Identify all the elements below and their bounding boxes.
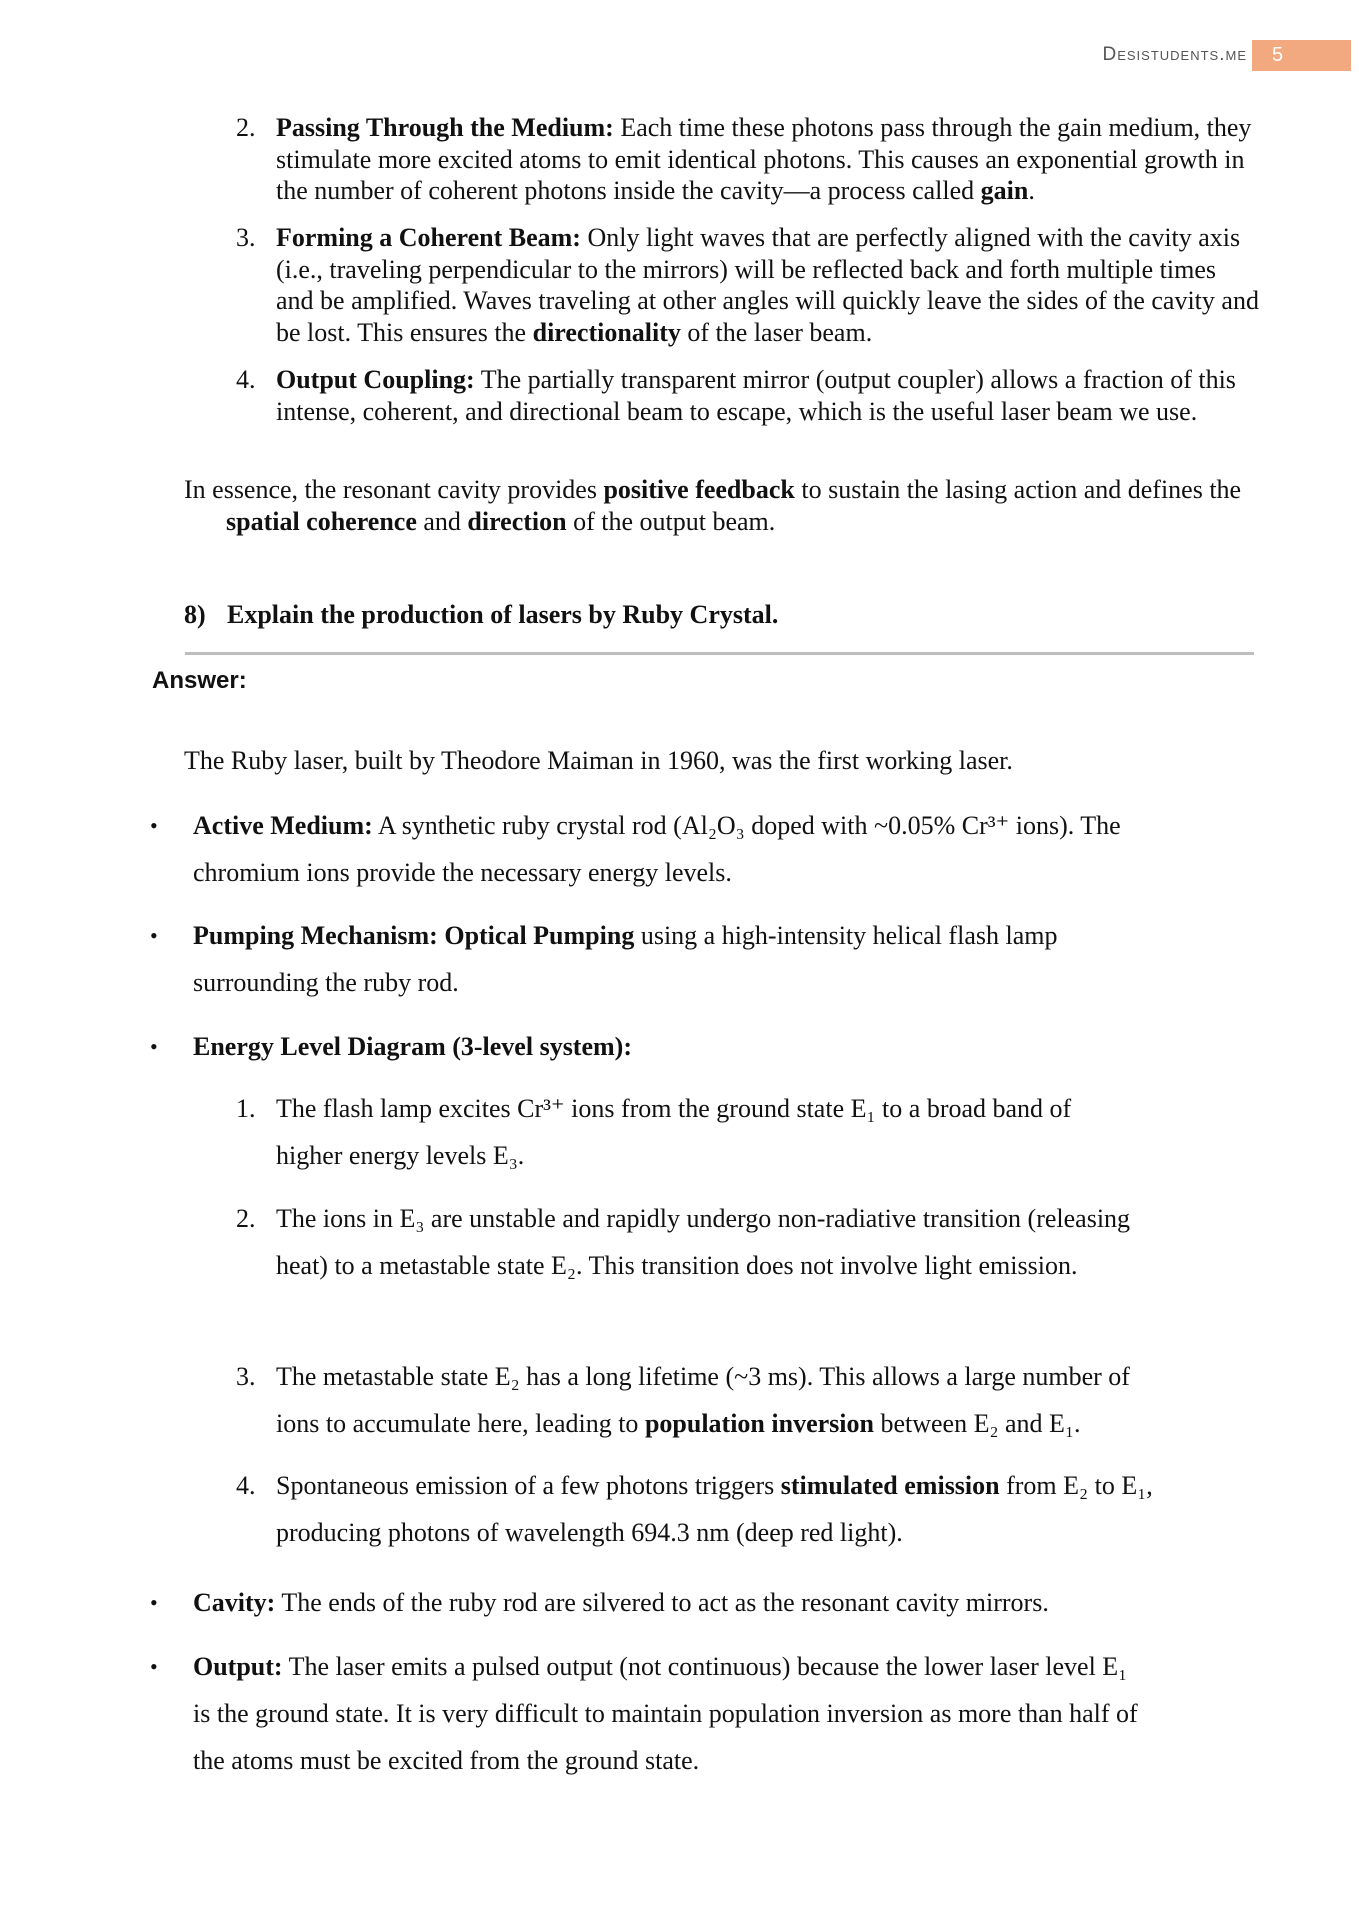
energy-step: Spontaneous emission of a few photons triggers stimulated emission from E₂ to E₁, producing photons of wavelength 694.3 nm (deep red light).	[276, 1471, 1153, 1547]
bullet-item-pumping: Pumping Mechanism: Optical Pumping using a high-intensity helical flash lamp surrounding the ruby rod.	[193, 921, 1058, 997]
list-item-title: Forming a Coherent Beam:	[276, 223, 581, 252]
intro-paragraph: The Ruby laser, built by Theodore Maiman in 1960, was the first working laser.	[184, 746, 1013, 775]
bullet-item-cavity: Cavity: The ends of the ruby rod are silvered to act as the resonant cavity mirrors.	[193, 1588, 1049, 1617]
bullet-title: Active Medium:	[193, 811, 373, 840]
header-site-name: Desistudents.me	[1102, 44, 1247, 65]
header-page-number: 5	[1252, 40, 1351, 71]
bullet-icon: •	[150, 1034, 158, 1059]
energy-step: The ions in E₃ are unstable and rapidly undergo non-radiative transition (releasing heat) to a metastable state E₂. This transition does not involve light emission.	[276, 1204, 1131, 1280]
list-item: Output Coupling: The partially transparent mirror (output coupler) allows a fraction of this intense, coherent, and directional beam to escape, which is the useful laser beam we use.	[276, 365, 1236, 426]
energy-step: The flash lamp excites Cr³⁺ ions from the ground state E₁ to a broad band of higher energy levels E₃.	[276, 1094, 1072, 1170]
question-heading: Explain the production of lasers by Ruby Crystal.	[227, 600, 779, 629]
list-number: 3.	[236, 223, 256, 252]
list-number: 1.	[236, 1094, 256, 1123]
list-number: 3.	[236, 1362, 256, 1391]
answer-label: Answer:	[152, 667, 247, 694]
bullet-item-output: Output: The laser emits a pulsed output (not continuous) because the lower laser level E₁ is the ground state. It is very difficult to maintain population inversion as more than half of the atoms must be excited from the ground state.	[193, 1652, 1138, 1775]
list-number: 2.	[236, 113, 256, 142]
essence-paragraph: In essence, the resonant cavity provides positive feedback to sustain the lasing action and defines the spatial coherence and direction of the output beam.	[184, 475, 1242, 536]
bullet-icon: •	[150, 923, 158, 948]
list-number: 4.	[236, 1471, 256, 1500]
list-item: Passing Through the Medium: Each time these photons pass through the gain medium, they stimulate more excited atoms to emit identical photons. This causes an exponential growth in the number of coherent photons inside the cavity—a process called gain.	[276, 113, 1252, 205]
list-item-title: Output Coupling:	[276, 365, 475, 394]
bullet-icon: •	[150, 1590, 158, 1615]
question-number: 8)	[184, 600, 206, 629]
bullet-icon: •	[150, 813, 158, 838]
bullet-title: Pumping Mechanism: Optical Pumping	[193, 921, 635, 950]
list-item: Forming a Coherent Beam: Only light waves that are perfectly aligned with the cavity axis (i.e., traveling perpendicular to the mirrors) will be reflected back and forth multiple times and be amplified. Waves traveling at other angles will quickly leave the sides of the cavity and be lost. This ensures the directionality of the laser beam.	[276, 223, 1259, 347]
bullet-icon: •	[150, 1654, 158, 1679]
bullet-title-energy: Energy Level Diagram (3-level system):	[193, 1032, 632, 1061]
bullet-title: Cavity:	[193, 1588, 276, 1617]
list-number: 2.	[236, 1204, 256, 1233]
divider	[185, 652, 1254, 655]
list-number: 4.	[236, 365, 256, 394]
bullet-title: Output:	[193, 1652, 283, 1681]
bullet-item-active-medium: Active Medium: A synthetic ruby crystal rod (Al₂O₃ doped with ~0.05% Cr³⁺ ions). The chromium ions provide the necessary energy levels.	[193, 811, 1121, 887]
list-item-title: Passing Through the Medium:	[276, 113, 614, 142]
energy-step: The metastable state E₂ has a long lifetime (~3 ms). This allows a large number of ions to accumulate here, leading to population inversion between E₂ and E₁.	[276, 1362, 1130, 1438]
